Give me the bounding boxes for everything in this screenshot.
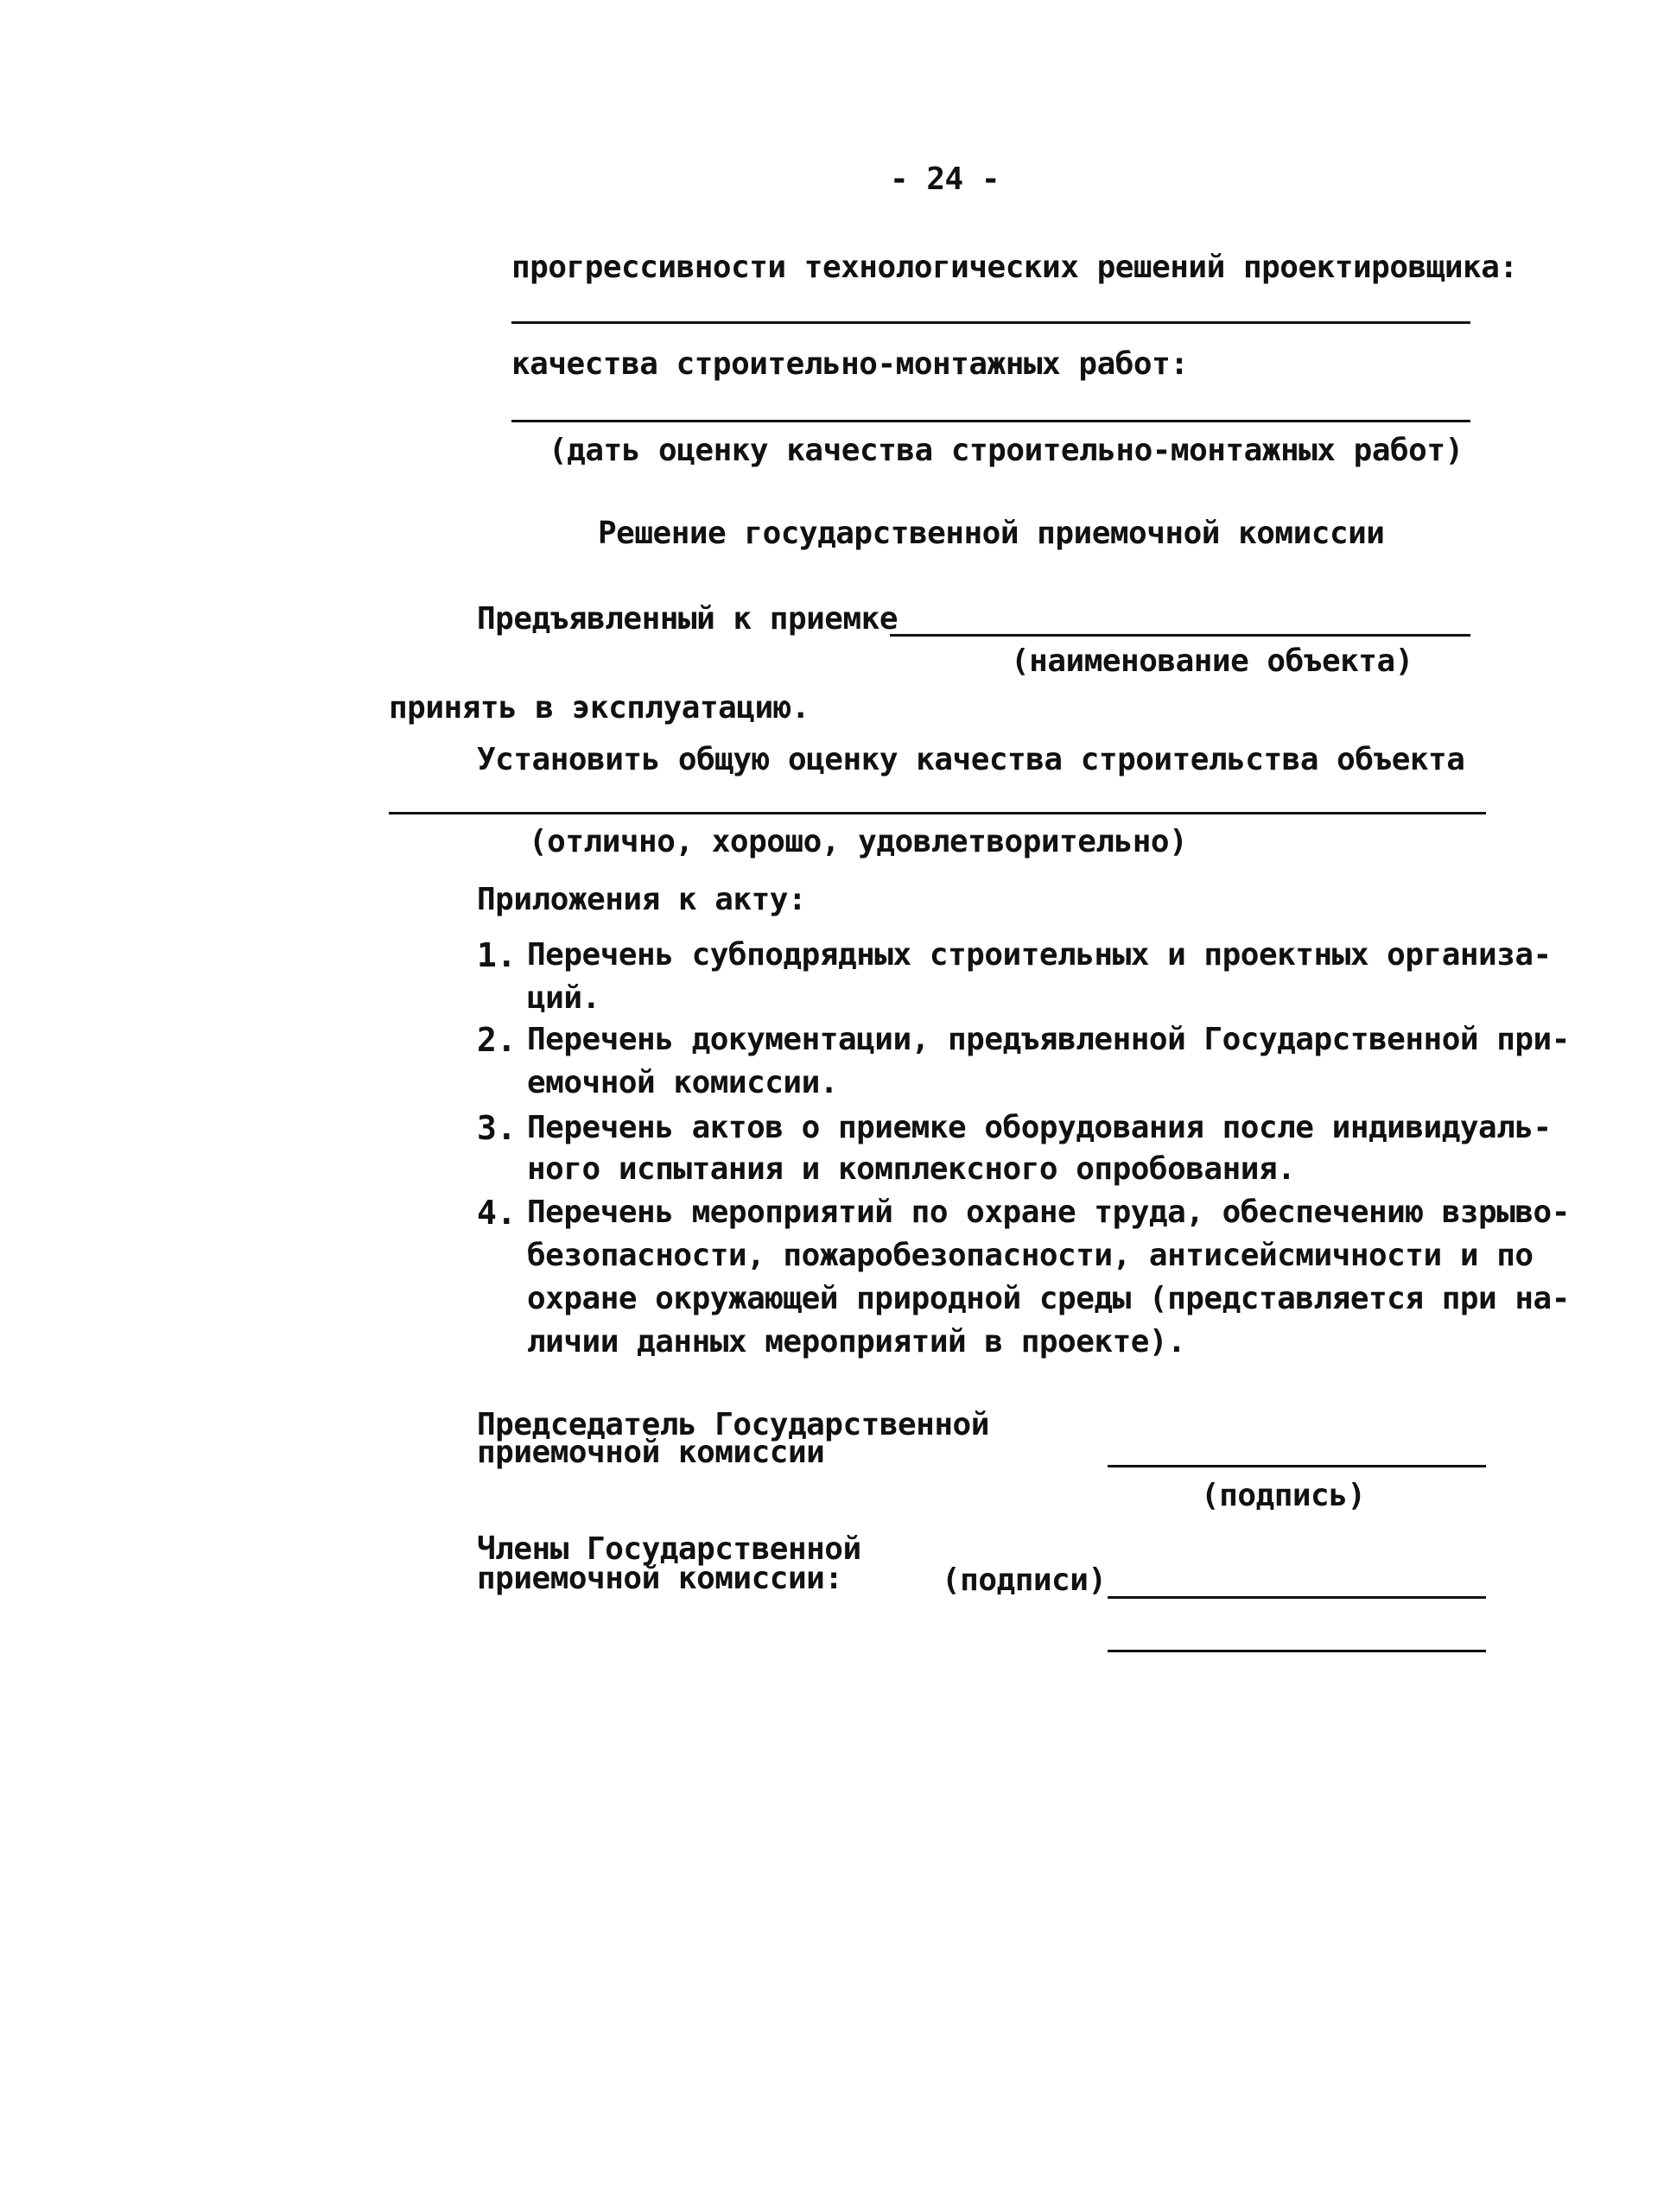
chairman-signature-line [1108, 1465, 1486, 1467]
appendix-1-line2: ций. [527, 980, 600, 1016]
appendices-title: Приложения к акту: [477, 882, 807, 917]
appendix-1-line1: Перечень субподрядных строительных и проектных организа- [527, 937, 1552, 973]
members-signature-hint: (подписи) [942, 1562, 1107, 1598]
rating-hint: (отлично, хорошо, удовлетворительно) [529, 824, 1188, 859]
decision-heading: Решение государственной приемочной комиссии [598, 516, 1385, 551]
progressivity-label: прогрессивности технологических решений проектировщика: [511, 250, 1518, 285]
quality-works-fill-line [511, 420, 1470, 422]
chairman-title-line1: Председатель Государственной [477, 1407, 989, 1442]
progressivity-fill-line [511, 321, 1470, 324]
members-title-line1: Члены Государственной [477, 1531, 861, 1567]
appendix-4-number: 4. [477, 1194, 517, 1232]
members-signature-line-1 [1108, 1596, 1486, 1599]
page-number: - 24 - [890, 162, 1000, 197]
object-name-hint: (наименование объекта) [1011, 643, 1413, 679]
chairman-title-line2: приемочной комиссии [477, 1435, 825, 1470]
quality-works-label: качества строительно-монтажных работ: [511, 346, 1189, 382]
appendix-2-line2: емочной комиссии. [527, 1065, 838, 1100]
appendix-2-line1: Перечень документации, предъявленной Государственной при- [527, 1022, 1570, 1057]
appendix-2-number: 2. [477, 1021, 517, 1059]
appendix-1-number: 1. [477, 936, 517, 974]
set-rating-text: Установить общую оценку качества строительства объекта [477, 742, 1465, 777]
accept-text: принять в эксплуатацию. [389, 690, 810, 726]
appendix-3-number: 3. [477, 1109, 517, 1147]
quality-works-hint: (дать оценку качества строительно-монтажных работ) [549, 433, 1464, 468]
appendix-4-line2: безопасности, пожаробезопасности, антисейсмичности и по [527, 1238, 1533, 1273]
members-title-line2: приемочной комиссии: [477, 1561, 843, 1596]
chairman-signature-hint: (подпись) [1201, 1478, 1366, 1513]
members-signature-line-2 [1108, 1650, 1486, 1652]
presented-label: Предъявленный к приемке [477, 601, 898, 637]
appendix-4-line4: личии данных мероприятий в проекте). [527, 1324, 1186, 1360]
appendix-3-line2: ного испытания и комплексного опробования. [527, 1151, 1296, 1187]
appendix-4-line3: охране окружающей природной среды (представляется при на- [527, 1281, 1570, 1316]
rating-fill-line [389, 812, 1486, 814]
object-name-fill-line [890, 634, 1470, 637]
appendix-3-line1: Перечень актов о приемке оборудования после индивидуаль- [527, 1110, 1552, 1145]
appendix-4-line1: Перечень мероприятий по охране труда, обеспечению взрыво- [527, 1195, 1570, 1230]
